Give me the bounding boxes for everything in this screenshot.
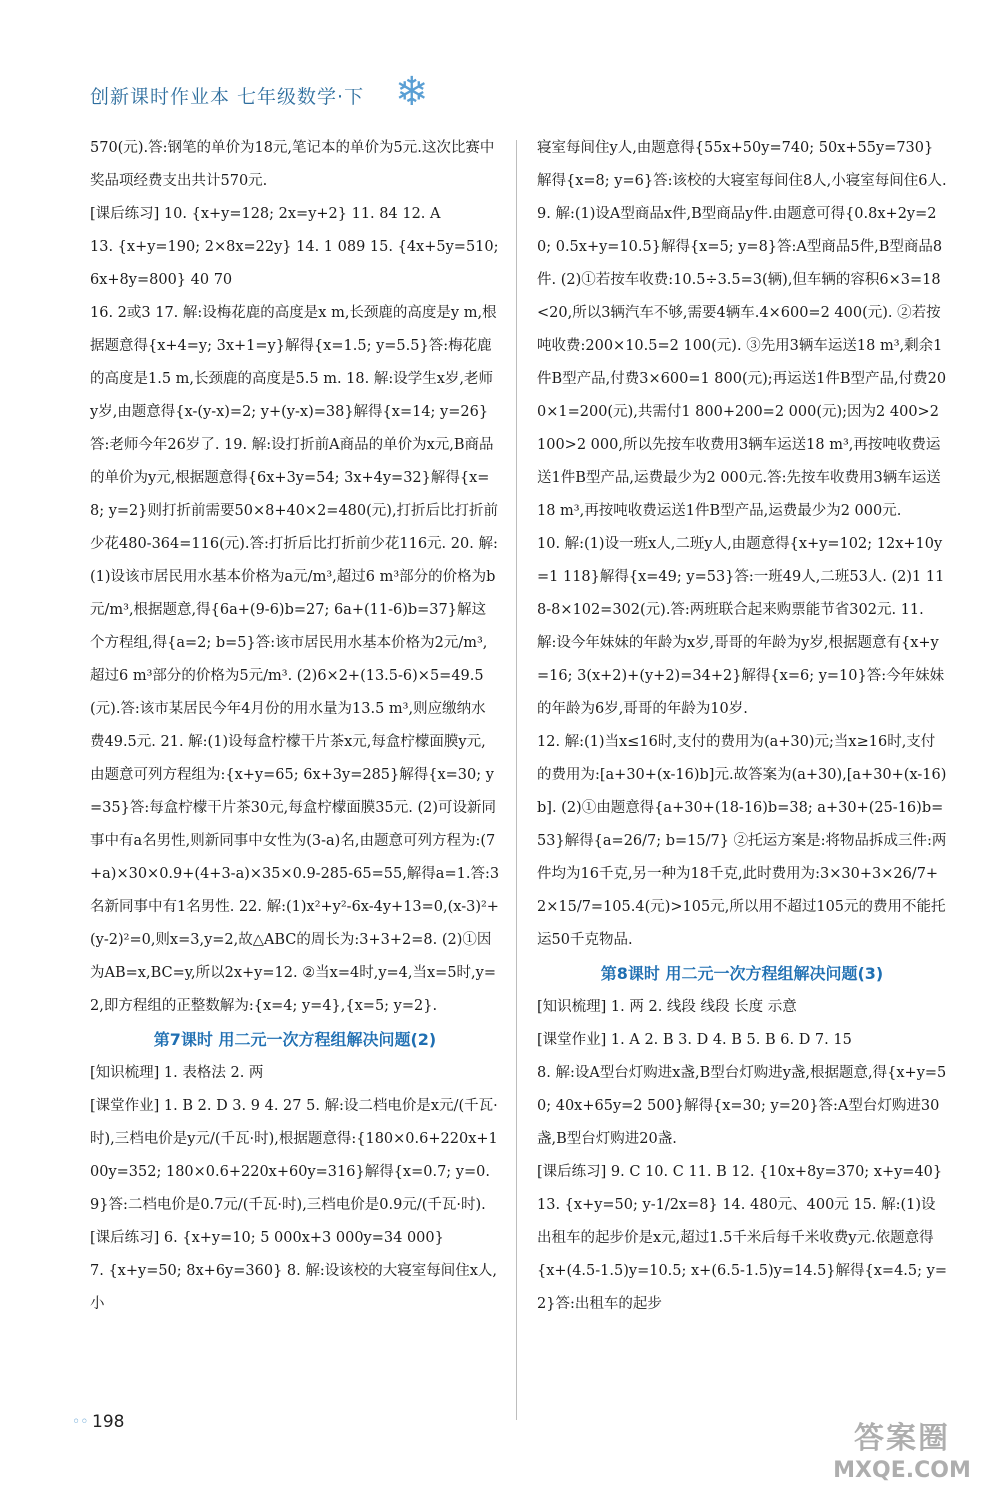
answer-paragraph: 13. {x+y=50; y-1/2x=8} 14. 480元、400元 15. 解:(1)设出租车的起步价是x元,超过1.5千米后每千米收费y元.依题意得{x+(4.5-1.5)y=10.5; x+(6.5-1.5)y=14.5}解得{x=4.5; y=2}答:出租车的起步 — [537, 1197, 947, 1312]
section-heading: 第8课时 用二元一次方程组解决问题(3) — [600, 964, 884, 983]
watermark-logo — [832, 1420, 972, 1492]
answer-paragraph: [课堂作业] 1. A 2. B 3. D 4. B 5. B 6. D 7. 15 — [537, 1032, 852, 1048]
answer-paragraph: [知识梳理] 1. 表格法 2. 两 — [90, 1065, 264, 1081]
answer-paragraph: 7. {x+y=50; 8x+6y=360} 8. 解:设该校的大寝室每间住x人,小 — [90, 1263, 498, 1312]
column-divider — [516, 140, 517, 1420]
answer-paragraph: 8. 解:设A型台灯购进x盏,B型台灯购进y盏,根据题意,得{x+y=50; 40x+65y=2 500}解得{x=30; y=20}答:A型台灯购进30盏,B型台灯购进20盏. — [537, 1065, 947, 1147]
answer-paragraph: 13. {x+y=190; 2×8x=22y} 14. 1 089 15. {4x+5y=510; 6x+8y=800} 40 70 — [90, 239, 499, 288]
answer-paragraph: 16. 2或3 17. 解:设梅花鹿的高度是x m,长颈鹿的高度是y m,根据题意得{x+4=y; 3x+1=y}解得{x=1.5; y=5.5}答:梅花鹿的高度是1.5 m,长颈鹿的高度是5.5 m. 18. 解:设学生x岁,老师y岁,由题意得{x-(y-x)=2; y+(y-x)=38}解得{x=14; y=26}答:老师今年26岁了. 19. 解:设打折前A商品的单价为x元,B商品的单价为y元,根据题意得{6x+3y=54; 3x+4y=32}解得{x=8; y=2}则打折前需要50×8+40×2=480(元),打折后比打折前少花480-364=116(元).答:打折后比打折前少花116元. 20. 解:(1)设该市居民用水基本价格为a元/m³,超过6 m³部分的价格为b元/m³,根据题意,得{6a+(9-6)b=27; 6a+(11-6)b=37}解这个方程组,得{a=2; b=5}答:该市居民用水基本价格为2元/m³,超过6 m³部分的价格为5元/m³. (2)6×2+(13.5-6)×5=49.5(元).答:该市某居民今年4月份的用水量为13.5 m³,则应缴纳水费49.5元. 21. 解:(1)设每盒柠檬干片茶x元,每盒柠檬面膜y元,由题意可列方程组为:{x+y=65; 6x+3y=285}解得{x=30; y=35}答:每盒柠檬干片茶30元,每盒柠檬面膜35元. (2)可设新同事中有a名男性,则新同事中女性为(3-a)名,由题意可列方程为:(7+a)×30×0.9+(4+3-a)×35×0.9-285-65=55,解得a=1.答:3名新同事中有1名男性. 22. 解:(1)x²+y²-6x-4y+13=0,(x-3)²+(y-2)²=0,则x=3,y=2,故△ABC的周长为:3+3+2=8. (2)①因为AB=x,BC=y,所以2x+y=12. ②当x=4时,y=4,当x=5时,y=2,即方程组的正整数解为:{x=4; y=4},{x=5; y=2}. — [90, 305, 500, 1014]
answer-paragraph: [课后练习] 10. {x+y=128; 2x=y+2} 11. 84 12. A — [90, 206, 441, 222]
right-column — [537, 132, 947, 1321]
book-title: 创新课时作业本 七年级数学·下 — [90, 86, 365, 108]
answer-paragraph: 10. 解:(1)设一班x人,二班y人,由题意得{x+y=102; 12x+10y=1 118}解得{x=49; y=53}答:一班49人,二班53人. (2)1 118-8×102=302(元).答:两班联合起来购票能节省302元. 11. 解:设今年妹妹的年龄为x岁,哥哥的年龄为y岁,根据题意有{x+y=16; 3(x+2)+(y+2)=34+2}解得{x=6; y=10}答:今年妹妹的年龄为6岁,哥哥的年龄为10岁. — [537, 536, 945, 717]
page-header — [90, 82, 364, 122]
answer-paragraph: [课后练习] 9. C 10. C 11. B 12. {10x+8y=370; x+y=40} — [537, 1164, 943, 1180]
page-number-decoration-icon: ◦◦ — [72, 1414, 89, 1430]
page-number: 198 — [92, 1412, 125, 1432]
answer-paragraph: [课堂作业] 1. B 2. D 3. 9 4. 27 5. 解:设二档电价是x元/(千瓦·时),三档电价是y元/(千瓦·时),根据题意得:{180×0.6+220x+100y=352; 180×0.6+220x+60y=316}解得{x=0.7; y=0.9}答:二档电价是0.7元/(千瓦·时),三档电价是0.9元/(千瓦·时). — [90, 1098, 498, 1213]
answer-paragraph: 570(元).答:钢笔的单价为18元,笔记本的单价为5元.这次比赛中奖品项经费支出共计570元. — [90, 140, 495, 189]
section-heading: 第7课时 用二元一次方程组解决问题(2) — [153, 1030, 437, 1049]
watermark-url: MXQE.COM — [833, 1458, 971, 1483]
left-column — [90, 132, 500, 1321]
snowflake-icon: ❄ — [395, 69, 429, 115]
answer-paragraph: [知识梳理] 1. 两 2. 线段 线段 长度 示意 — [537, 999, 797, 1015]
answer-paragraph: 9. 解:(1)设A型商品x件,B型商品y件.由题意可得{0.8x+2y=20; 0.5x+y=10.5}解得{x=5; y=8}答:A型商品5件,B型商品8件. (2)①若按车收费:10.5÷3.5=3(辆),但车辆的容积6×3=18<20,所以3辆汽车不够,需要4辆车.4×600=2 400(元). ②若按吨收费:200×10.5=2 100(元). ③先用3辆车运送18 m³,剩余1件B型产品,付费3×600=1 800(元);再运送1件B型产品,付费200×1=200(元),共需付1 800+200=2 000(元);因为2 400>2 100>2 000,所以先按车收费用3辆车运送18 m³,再按吨收费运送1件B型产品,运费最少为2 000元.答:先按车收费用3辆车运送18 m³,再按吨收费运送1件B型产品,运费最少为2 000元. — [537, 206, 947, 519]
answer-paragraph: [课后练习] 6. {x+y=10; 5 000x+3 000y=34 000} — [90, 1230, 444, 1246]
answer-paragraph: 12. 解:(1)当x≤16时,支付的费用为(a+30)元;当x≥16时,支付的费用为:[a+30+(x-16)b]元.故答案为(a+30),[a+30+(x-16)b]. (2)①由题意得{a+30+(18-16)b=38; a+30+(25-16)b=53}解得{a=26/7; b=15/7} ②托运方案是:将物品拆成三件:两件均为16千克,另一种为18千克,此时费用为:3×30+3×26/7+2×15/7=105.4(元)>105元,所以用不超过105元的费用不能托运50千克物品. — [537, 734, 947, 948]
watermark-text: 答案圈 — [854, 1421, 950, 1456]
answer-paragraph: 寝室每间住y人,由题意得{55x+50y=740; 50x+55y=730}解得{x=8; y=6}答:该校的大寝室每间住8人,小寝室每间住6人. — [537, 140, 947, 189]
